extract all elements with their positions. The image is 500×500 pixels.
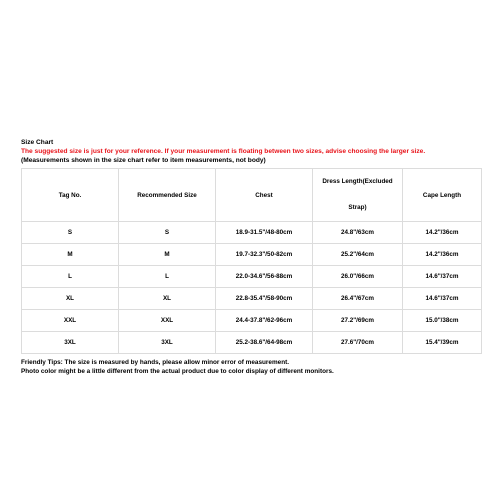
header-recommended-size: Recommended Size [119, 169, 216, 222]
size-table [21, 168, 482, 354]
header-chest: Chest [216, 169, 313, 222]
cell-chest: 22.0-34.6"/56-88cm [216, 266, 313, 288]
cell-dress-length: 26.4"/67cm [313, 288, 403, 310]
header-dress-length: Dress Length(Excluded Strap) [313, 169, 403, 222]
cell-dress-length: 27.6"/70cm [313, 332, 403, 354]
cell-chest: 24.4-37.8"/62-96cm [216, 310, 313, 332]
size-notice: The suggested size is just for your reference. If your measurement is floating between two sizes, advise choosing the larger size. [21, 148, 426, 155]
cell-recommended-size: L [119, 266, 216, 288]
cell-dress-length: 27.2"/69cm [313, 310, 403, 332]
cell-tag-no: L [22, 266, 119, 288]
cell-dress-length: 24.8"/63cm [313, 222, 403, 244]
header-row [22, 169, 482, 222]
header-cape-length: Cape Length [403, 169, 482, 222]
table-row [22, 310, 482, 332]
cell-tag-no: M [22, 244, 119, 266]
size-table-header [22, 169, 482, 222]
cell-tag-no: XL [22, 288, 119, 310]
cell-recommended-size: S [119, 222, 216, 244]
cell-dress-length: 26.0"/66cm [313, 266, 403, 288]
friendly-tip: Friendly Tips: The size is measured by hands, please allow minor error of measurement. [21, 359, 290, 366]
header-tag-no: Tag No. [22, 169, 119, 222]
color-disclaimer: Photo color might be a little different from the actual product due to color display of different monitors. [21, 368, 334, 375]
cell-tag-no: S [22, 222, 119, 244]
cell-chest: 25.2-38.6"/64-98cm [216, 332, 313, 354]
cell-tag-no: 3XL [22, 332, 119, 354]
table-row [22, 244, 482, 266]
size-chart-title: Size Chart [21, 139, 54, 146]
table-row [22, 222, 482, 244]
size-chart-document [21, 138, 481, 376]
cell-tag-no: XXL [22, 310, 119, 332]
table-row [22, 288, 482, 310]
cell-recommended-size: XL [119, 288, 216, 310]
cell-cape-length: 14.6"/37cm [403, 288, 482, 310]
table-row [22, 332, 482, 354]
cell-recommended-size: M [119, 244, 216, 266]
cell-cape-length: 15.4"/39cm [403, 332, 482, 354]
cell-recommended-size: 3XL [119, 332, 216, 354]
cell-chest: 18.9-31.5"/48-80cm [216, 222, 313, 244]
measurement-note: (Measurements shown in the size chart refer to item measurements, not body) [21, 157, 266, 164]
cell-cape-length: 15.0"/38cm [403, 310, 482, 332]
cell-dress-length: 25.2"/64cm [313, 244, 403, 266]
cell-chest: 19.7-32.3"/50-82cm [216, 244, 313, 266]
cell-cape-length: 14.2"/36cm [403, 244, 482, 266]
cell-cape-length: 14.2"/36cm [403, 222, 482, 244]
size-table-body [22, 222, 482, 354]
cell-chest: 22.8-35.4"/58-90cm [216, 288, 313, 310]
cell-cape-length: 14.6"/37cm [403, 266, 482, 288]
cell-recommended-size: XXL [119, 310, 216, 332]
tips-section [21, 358, 481, 376]
table-row [22, 266, 482, 288]
